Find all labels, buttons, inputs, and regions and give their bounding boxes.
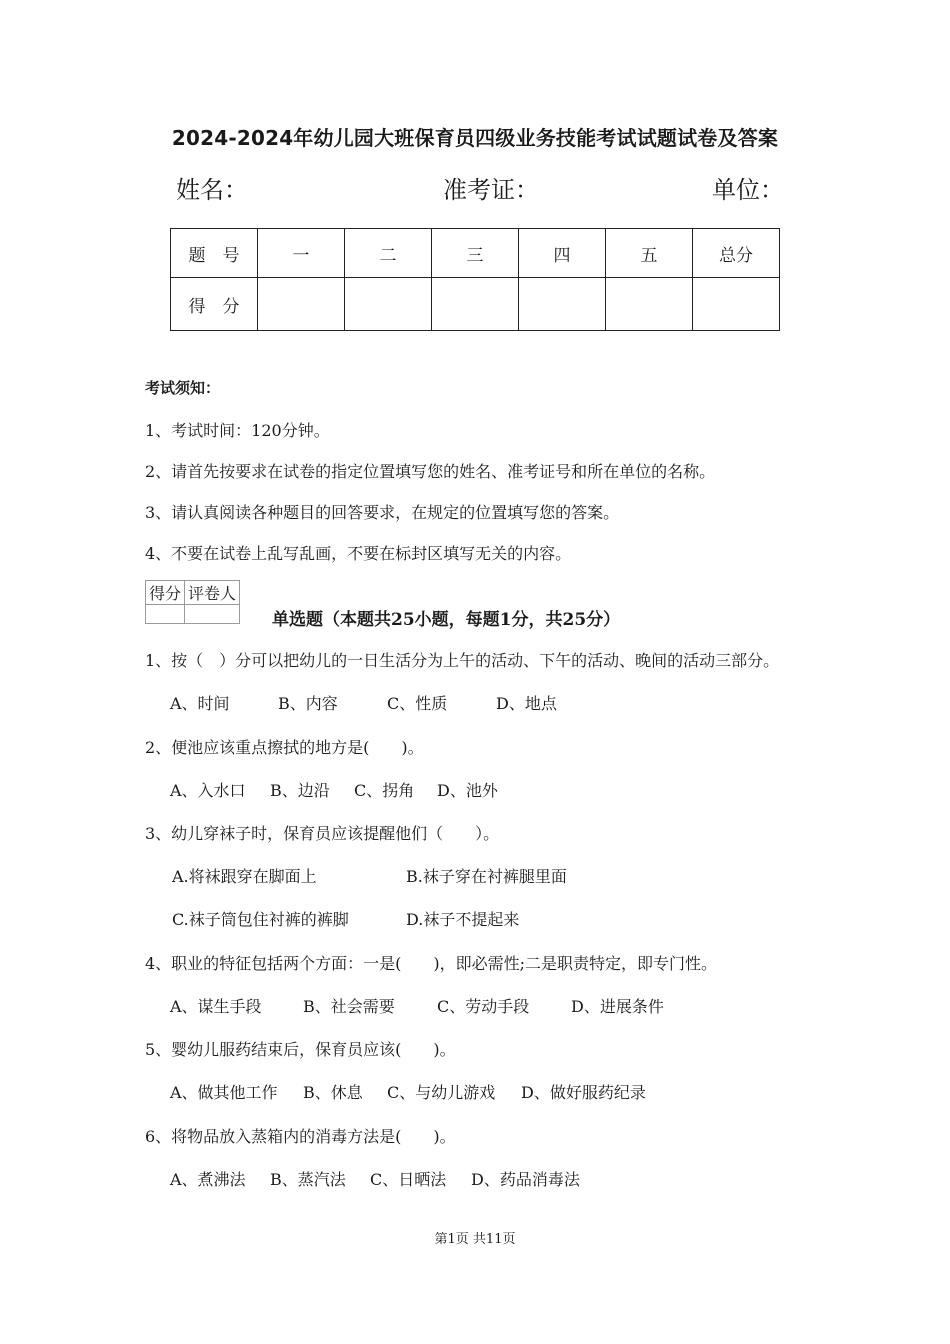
- question-option: B、内容: [278, 694, 338, 713]
- score-cell: [345, 278, 432, 331]
- score-cell: [258, 278, 345, 331]
- question-option: D、药品消毒法: [471, 1170, 580, 1189]
- question-stem: 2、便池应该重点擦拭的地方是( )。: [145, 738, 424, 757]
- notice-heading: 考试须知：: [145, 379, 221, 397]
- question-option: C.袜子筒包住衬裤的裤脚: [172, 910, 349, 929]
- question-option: D、做好服药纪录: [521, 1083, 646, 1102]
- grader-score-label: 得分: [146, 581, 185, 605]
- score-table-header-cell: 一: [258, 229, 345, 278]
- question-option: B.袜子穿在衬裤腿里面: [406, 867, 567, 886]
- question-stem: 1、按（ ）分可以把幼儿的一日生活分为上午的活动、下午的活动、晚间的活动三部分。: [145, 651, 780, 670]
- notice-item: 3、请认真阅读各种题目的回答要求，在规定的位置填写您的答案。: [145, 503, 620, 522]
- question-stem: 5、婴幼儿服药结束后，保育员应该( )。: [145, 1040, 456, 1059]
- question-option: A.将袜跟穿在脚面上: [172, 867, 317, 886]
- score-cell: [519, 278, 606, 331]
- score-cell: [432, 278, 519, 331]
- exam-id-field-label: 准考证：: [443, 176, 539, 204]
- question-option: B、边沿: [270, 781, 330, 800]
- score-table: [170, 228, 780, 331]
- grader-name-cell: [185, 605, 240, 624]
- question-option: C、劳动手段: [437, 997, 530, 1016]
- name-field-label: 姓名：: [176, 176, 248, 204]
- question-option: A、入水口: [170, 781, 246, 800]
- score-cell: [606, 278, 693, 331]
- question-stem: 4、职业的特征包括两个方面：一是( )，即必需性;二是职责特定，即专门性。: [145, 954, 718, 973]
- question-option: D、池外: [437, 781, 498, 800]
- grader-box: [145, 580, 240, 624]
- score-cell: [693, 278, 780, 331]
- grader-name-label: 评卷人: [185, 581, 240, 605]
- question-option: C、性质: [387, 694, 448, 713]
- document-title: 2024-2024年幼儿园大班保育员四级业务技能考试试题试卷及答案: [171, 126, 779, 150]
- notice-item: 2、请首先按要求在试卷的指定位置填写您的姓名、准考证号和所在单位的名称。: [145, 462, 716, 481]
- question-option: C、与幼儿游戏: [387, 1083, 496, 1102]
- score-table-header-cell: 三: [432, 229, 519, 278]
- question-option: A、时间: [170, 694, 230, 713]
- score-table-score-row: [171, 278, 780, 331]
- question-option: A、煮沸法: [170, 1170, 246, 1189]
- question-option: A、做其他工作: [170, 1083, 278, 1102]
- question-option: D、进展条件: [571, 997, 664, 1016]
- question-option: C、拐角: [354, 781, 415, 800]
- question-option: B、社会需要: [303, 997, 395, 1016]
- question-stem: 3、幼儿穿袜子时，保育员应该提醒他们（ ）。: [145, 824, 500, 843]
- notice-item: 1、考试时间：120分钟。: [145, 421, 330, 440]
- score-row-label: 得 分: [171, 278, 258, 331]
- page-footer: 第1页 共11页: [434, 1232, 516, 1247]
- question-option: D、地点: [496, 694, 557, 713]
- question-option: C、日晒法: [370, 1170, 447, 1189]
- notice-item: 4、不要在试卷上乱写乱画，不要在标封区填写无关的内容。: [145, 544, 572, 563]
- score-table-header-cell: 总分: [693, 229, 780, 278]
- question-option: B、休息: [303, 1083, 363, 1102]
- question-stem: 6、将物品放入蒸箱内的消毒方法是( )。: [145, 1127, 456, 1146]
- score-table-header-row: [171, 229, 780, 278]
- score-table-header-cell: 五: [606, 229, 693, 278]
- section-title: 单选题（本题共25小题，每题1分，共25分）: [272, 610, 621, 630]
- question-option: D.袜子不提起来: [406, 910, 520, 929]
- score-table-header-cell: 四: [519, 229, 606, 278]
- score-table-header-cell: 题 号: [171, 229, 258, 278]
- score-table-header-cell: 二: [345, 229, 432, 278]
- unit-field-label: 单位：: [712, 176, 784, 204]
- question-option: B、蒸汽法: [270, 1170, 346, 1189]
- grader-score-cell: [146, 605, 185, 624]
- question-option: A、谋生手段: [170, 997, 262, 1016]
